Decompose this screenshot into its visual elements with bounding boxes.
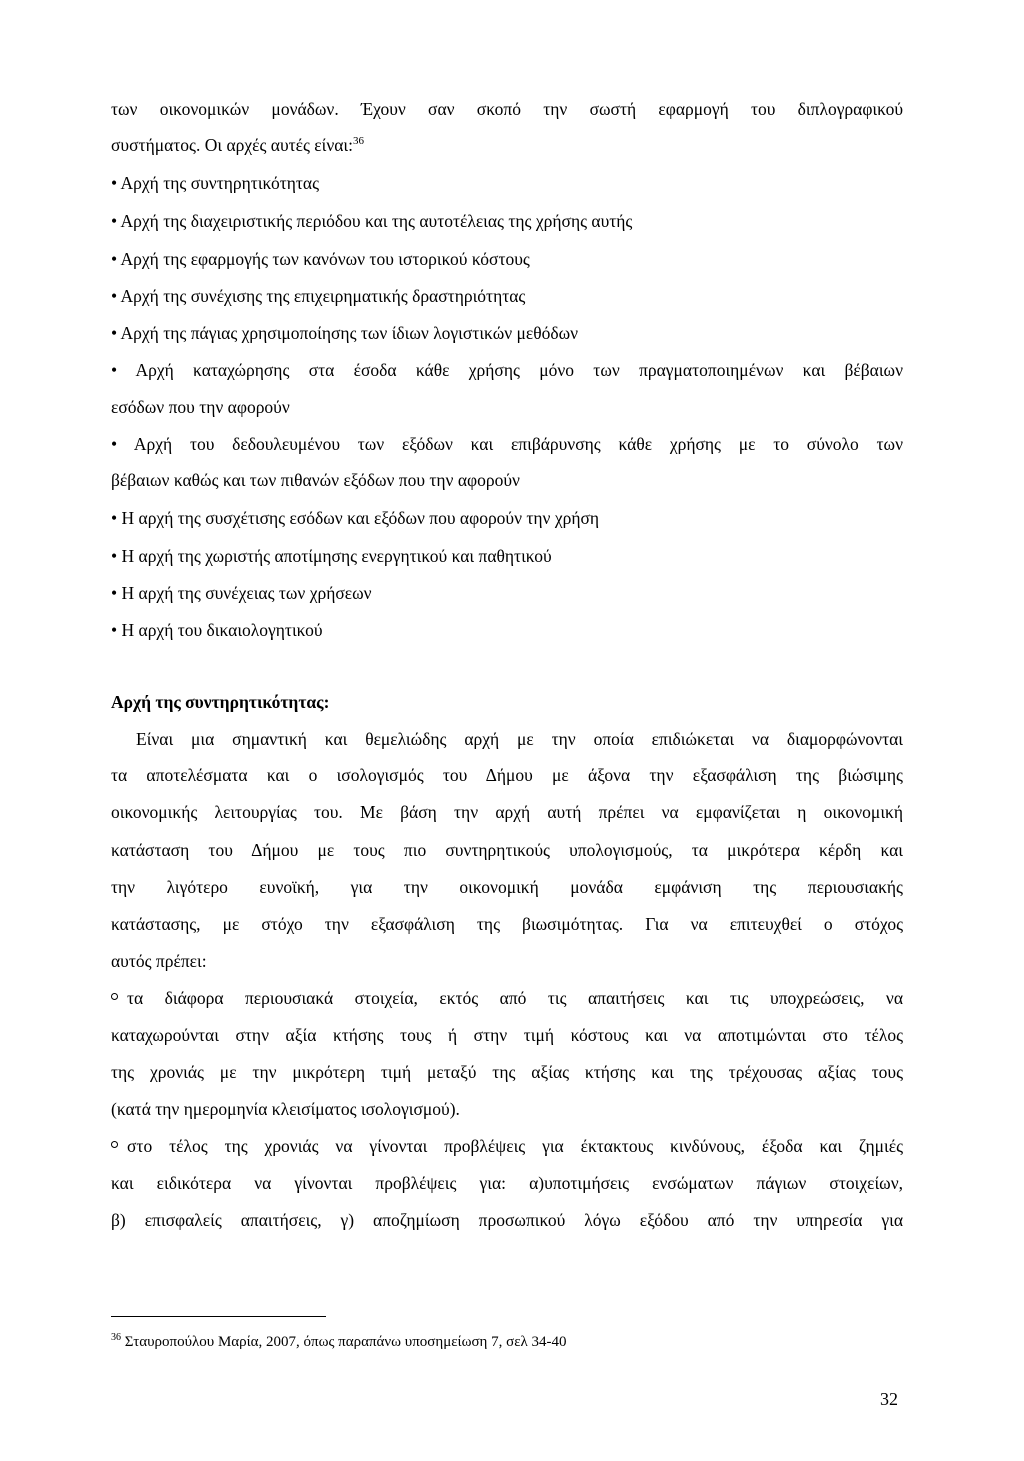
footnote — [111, 1332, 567, 1352]
principle-item: • Η αρχή της χωριστής αποτίμησης ενεργητικού και παθητικού — [111, 545, 903, 567]
principle-item: • Αρχή καταχώρησης στα έσοδα κάθε χρήσης μόνο των πραγματοποιημένων και βέβαιων — [111, 359, 903, 381]
sub-item-1-line: καταχωρούνται στην αξία κτήσης τους ή στην τιμή κόστους και να αποτιμώνται στο τέλος — [111, 1025, 903, 1045]
principle-item: • Η αρχή της συνέχειας των χρήσεων — [111, 582, 903, 604]
intro-line-2-text: συστήματος. Οι αρχές αυτές είναι: — [111, 135, 354, 155]
section-heading: Αρχή της συντηρητικότητας: — [111, 692, 330, 712]
paragraph-line: τα αποτελέσματα και ο ισολογισμός του Δήμου με άξονα την εξασφάλιση της βιώσιμης — [111, 765, 903, 785]
principle-item: • Αρχή της εφαρμογής των κανόνων του ιστορικού κόστους — [111, 248, 903, 270]
circle-bullet-icon — [111, 1141, 118, 1148]
sub-item-1-line — [111, 987, 903, 1009]
principle-item: • Αρχή της πάγιας χρησιμοποίησης των ίδιων λογιστικών μεθόδων — [111, 322, 903, 344]
paragraph-line: Είναι μια σημαντική και θεμελιώδης αρχή με την οποία επιδιώκεται να διαμορφώνονται — [136, 729, 903, 749]
sub-item-1-line: της χρονιάς με την μικρότερη τιμή μεταξύ της αξίας κτήσης και της τρέχουσας αξίας τους — [111, 1062, 903, 1082]
page-number: 32 — [880, 1389, 898, 1409]
principle-item-continuation: εσόδων που την αφορούν — [111, 397, 290, 417]
intro-line-2 — [111, 134, 903, 156]
paragraph-line: αυτός πρέπει: — [111, 951, 207, 971]
sub-item-2-text: στο τέλος της χρονιάς να γίνονται προβλέψεις για έκτακτους κινδύνους, έξοδα και ζημιές — [127, 1136, 903, 1156]
principle-item: • Η αρχή του δικαιολογητικού — [111, 619, 903, 641]
principle-item: • Αρχή της διαχειριστικής περιόδου και της αυτοτέλειας της χρήσης αυτής — [111, 210, 903, 232]
circle-bullet-icon — [111, 993, 118, 1000]
paragraph-line: οικονομικής λειτουργίας του. Με βάση την αρχή αυτή πρέπει να εμφανίζεται η οικονομική — [111, 802, 903, 822]
sub-item-2-line — [111, 1135, 903, 1157]
principle-item: • Αρχή του δεδουλευμένου των εξόδων και επιβάρυνσης κάθε χρήσης με το σύνολο των — [111, 433, 903, 455]
footnote-text: Σταυροπούλου Μαρία, 2007, όπως παραπάνω υποσημείωση 7, σελ 34-40 — [124, 1334, 567, 1350]
sub-item-2-line: και ειδικότερα να γίνονται προβλέψεις για: α)υποτιμήσεις ενσώματων πάγιων στοιχείων, — [111, 1173, 903, 1193]
principle-item: • Η αρχή της συσχέτισης εσόδων και εξόδων που αφορούν την χρήση — [111, 507, 903, 529]
principle-item: • Αρχή της συνέχισης της επιχειρηματικής δραστηριότητας — [111, 285, 903, 307]
principle-item-continuation: βέβαιων καθώς και των πιθανών εξόδων που την αφορούν — [111, 470, 520, 490]
paragraph-line: την λιγότερο ευνοϊκή, για την οικονομική μονάδα εμφάνιση της περιουσιακής — [111, 877, 903, 897]
sub-item-2-line: β) επισφαλείς απαιτήσεις, γ) αποζημίωση προσωπικού λόγω εξόδου από την υπηρεσία για — [111, 1210, 903, 1230]
principle-item: • Αρχή της συντηρητικότητας — [111, 172, 903, 194]
footnote-reference: 36 — [353, 135, 365, 148]
footnote-divider — [111, 1316, 326, 1317]
sub-item-1-text: τα διάφορα περιουσιακά στοιχεία, εκτός από τις απαιτήσεις και τις υποχρεώσεις, να — [127, 988, 903, 1008]
intro-line-1: των οικονομικών μονάδων. Έχουν σαν σκοπό την σωστή εφαρμογή του διπλογραφικού — [111, 99, 903, 119]
paragraph-line: κατάσταση του Δήμου με τους πιο συντηρητικούς υπολογισμούς, τα μικρότερα κέρδη και — [111, 840, 903, 860]
sub-item-1-line: (κατά την ημερομηνία κλεισίματος ισολογισμού). — [111, 1099, 460, 1119]
paragraph-line: κατάστασης, με στόχο την εξασφάλιση της βιωσιμότητας. Για να επιτευχθεί ο στόχος — [111, 914, 903, 934]
footnote-number: 36 — [111, 1332, 121, 1343]
